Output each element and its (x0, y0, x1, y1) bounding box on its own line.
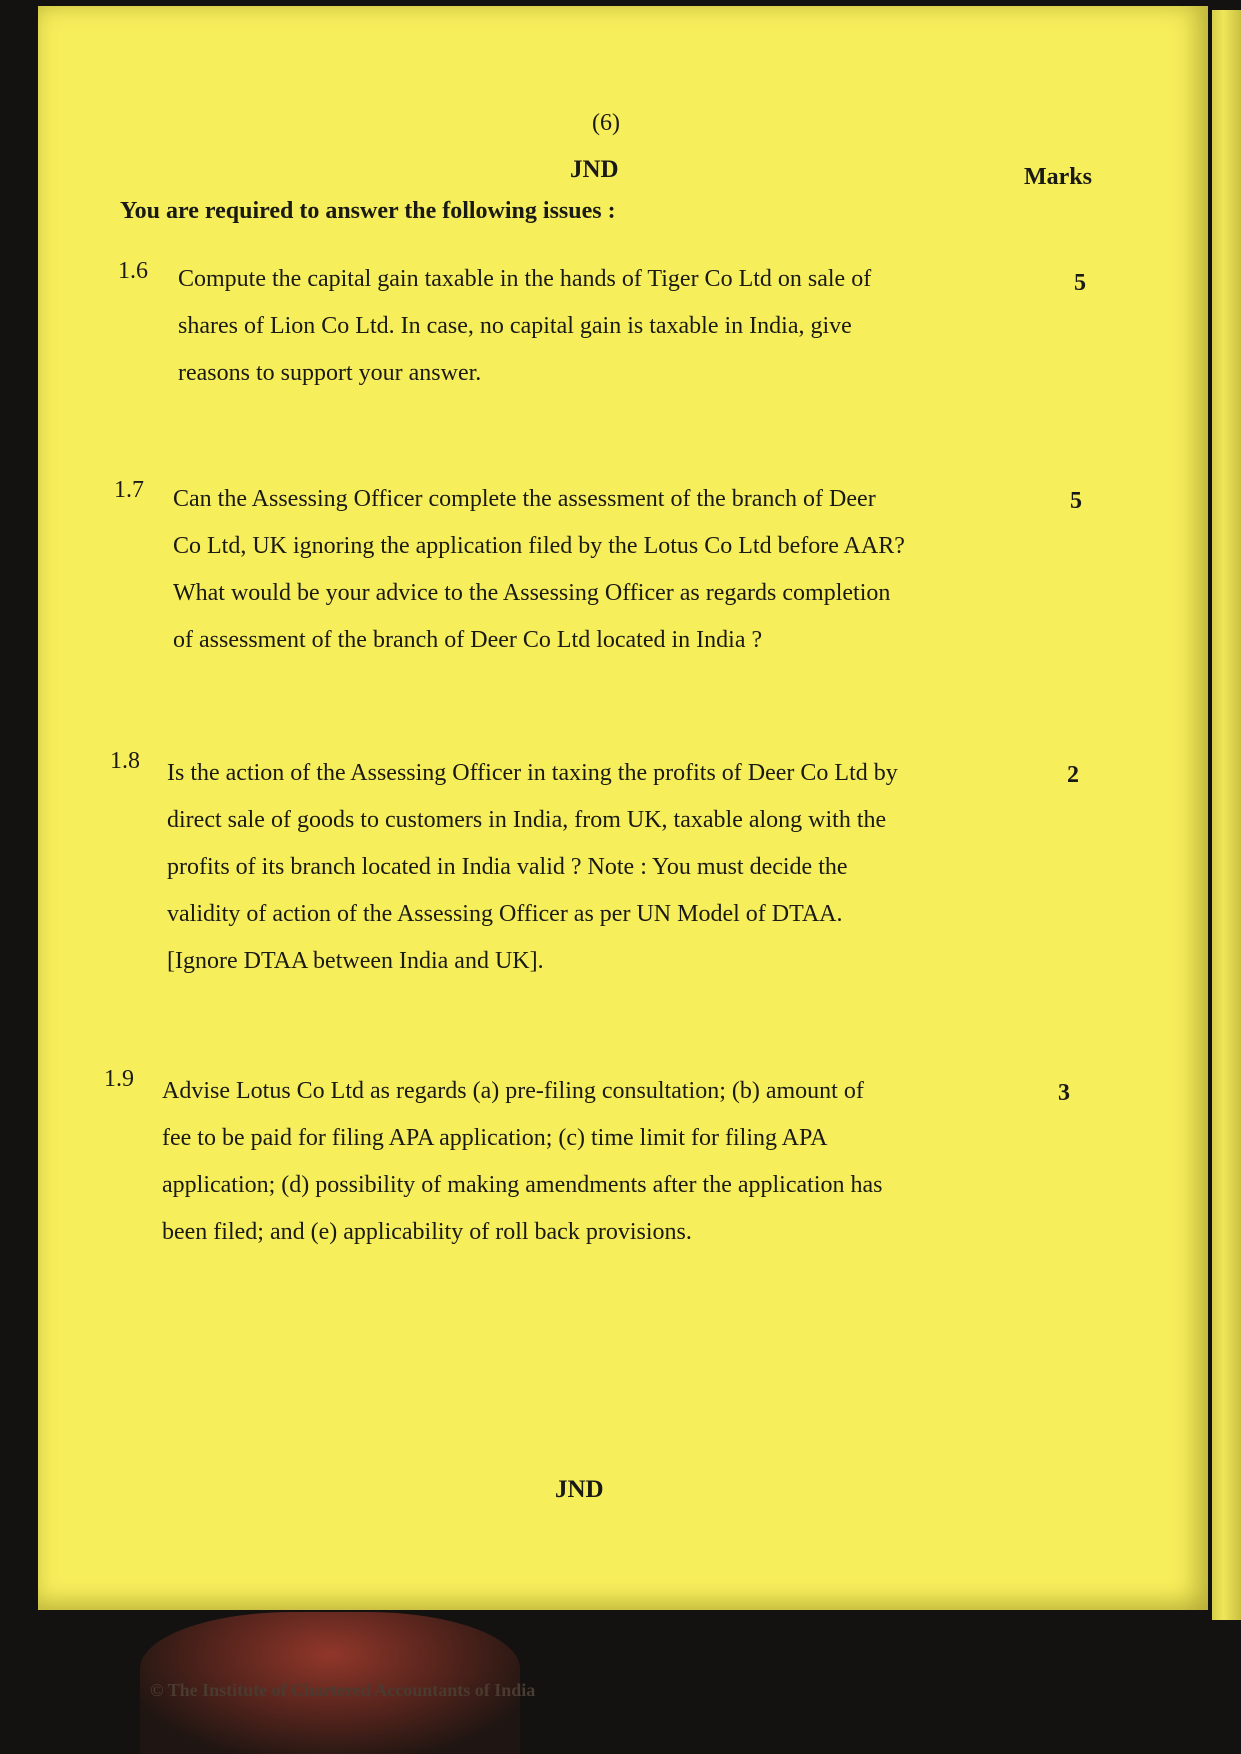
question-number: 1.6 (118, 258, 148, 284)
question-number: 1.9 (104, 1066, 134, 1092)
question-line: fee to be paid for filing APA application; (c) time limit for filing APA (162, 1125, 828, 1151)
copyright-notice: © The Institute of Chartered Accountants of India (150, 1680, 536, 1700)
question-line: Is the action of the Assessing Officer in taxing the profits of Deer Co Ltd by (167, 760, 898, 786)
question-text (178, 256, 1028, 397)
page-number: (6) (592, 110, 620, 136)
question-marks: 5 (1074, 270, 1086, 296)
question-line: Advise Lotus Co Ltd as regards (a) pre-filing consultation; (b) amount of (162, 1078, 864, 1104)
question-text (162, 1068, 1012, 1256)
header-code: JND (570, 156, 619, 183)
question-line: Compute the capital gain taxable in the hands of Tiger Co Ltd on sale of (178, 266, 872, 292)
question-line: of assessment of the branch of Deer Co Ltd located in India ? (173, 627, 763, 653)
question-line: application; (d) possibility of making amendments after the application has (162, 1172, 883, 1198)
question-line: shares of Lion Co Ltd. In case, no capital gain is taxable in India, give (178, 313, 852, 339)
question-number: 1.8 (110, 748, 140, 774)
question-text (167, 750, 1017, 985)
question-text (173, 476, 1023, 664)
question-line: Co Ltd, UK ignoring the application filed by the Lotus Co Ltd before AAR? (173, 533, 905, 559)
question-line: validity of action of the Assessing Officer as per UN Model of DTAA. (167, 901, 843, 927)
question-line: been filed; and (e) applicability of roll back provisions. (162, 1219, 692, 1245)
page-edge (1212, 10, 1241, 1620)
marks-column-header: Marks (1024, 164, 1092, 190)
question-marks: 2 (1067, 762, 1079, 788)
question-line: [Ignore DTAA between India and UK]. (167, 948, 544, 974)
question-line: What would be your advice to the Assessing Officer as regards completion (173, 580, 891, 606)
instructions: You are required to answer the following issues : (120, 198, 616, 224)
question-marks: 3 (1058, 1080, 1070, 1106)
question-marks: 5 (1070, 488, 1082, 514)
question-line: reasons to support your answer. (178, 360, 482, 386)
question-number: 1.7 (114, 477, 144, 503)
question-line: Can the Assessing Officer complete the assessment of the branch of Deer (173, 486, 876, 512)
question-line: direct sale of goods to customers in India, from UK, taxable along with the (167, 807, 887, 833)
footer-code: JND (555, 1476, 604, 1503)
question-line: profits of its branch located in India valid ? Note : You must decide the (167, 854, 848, 880)
